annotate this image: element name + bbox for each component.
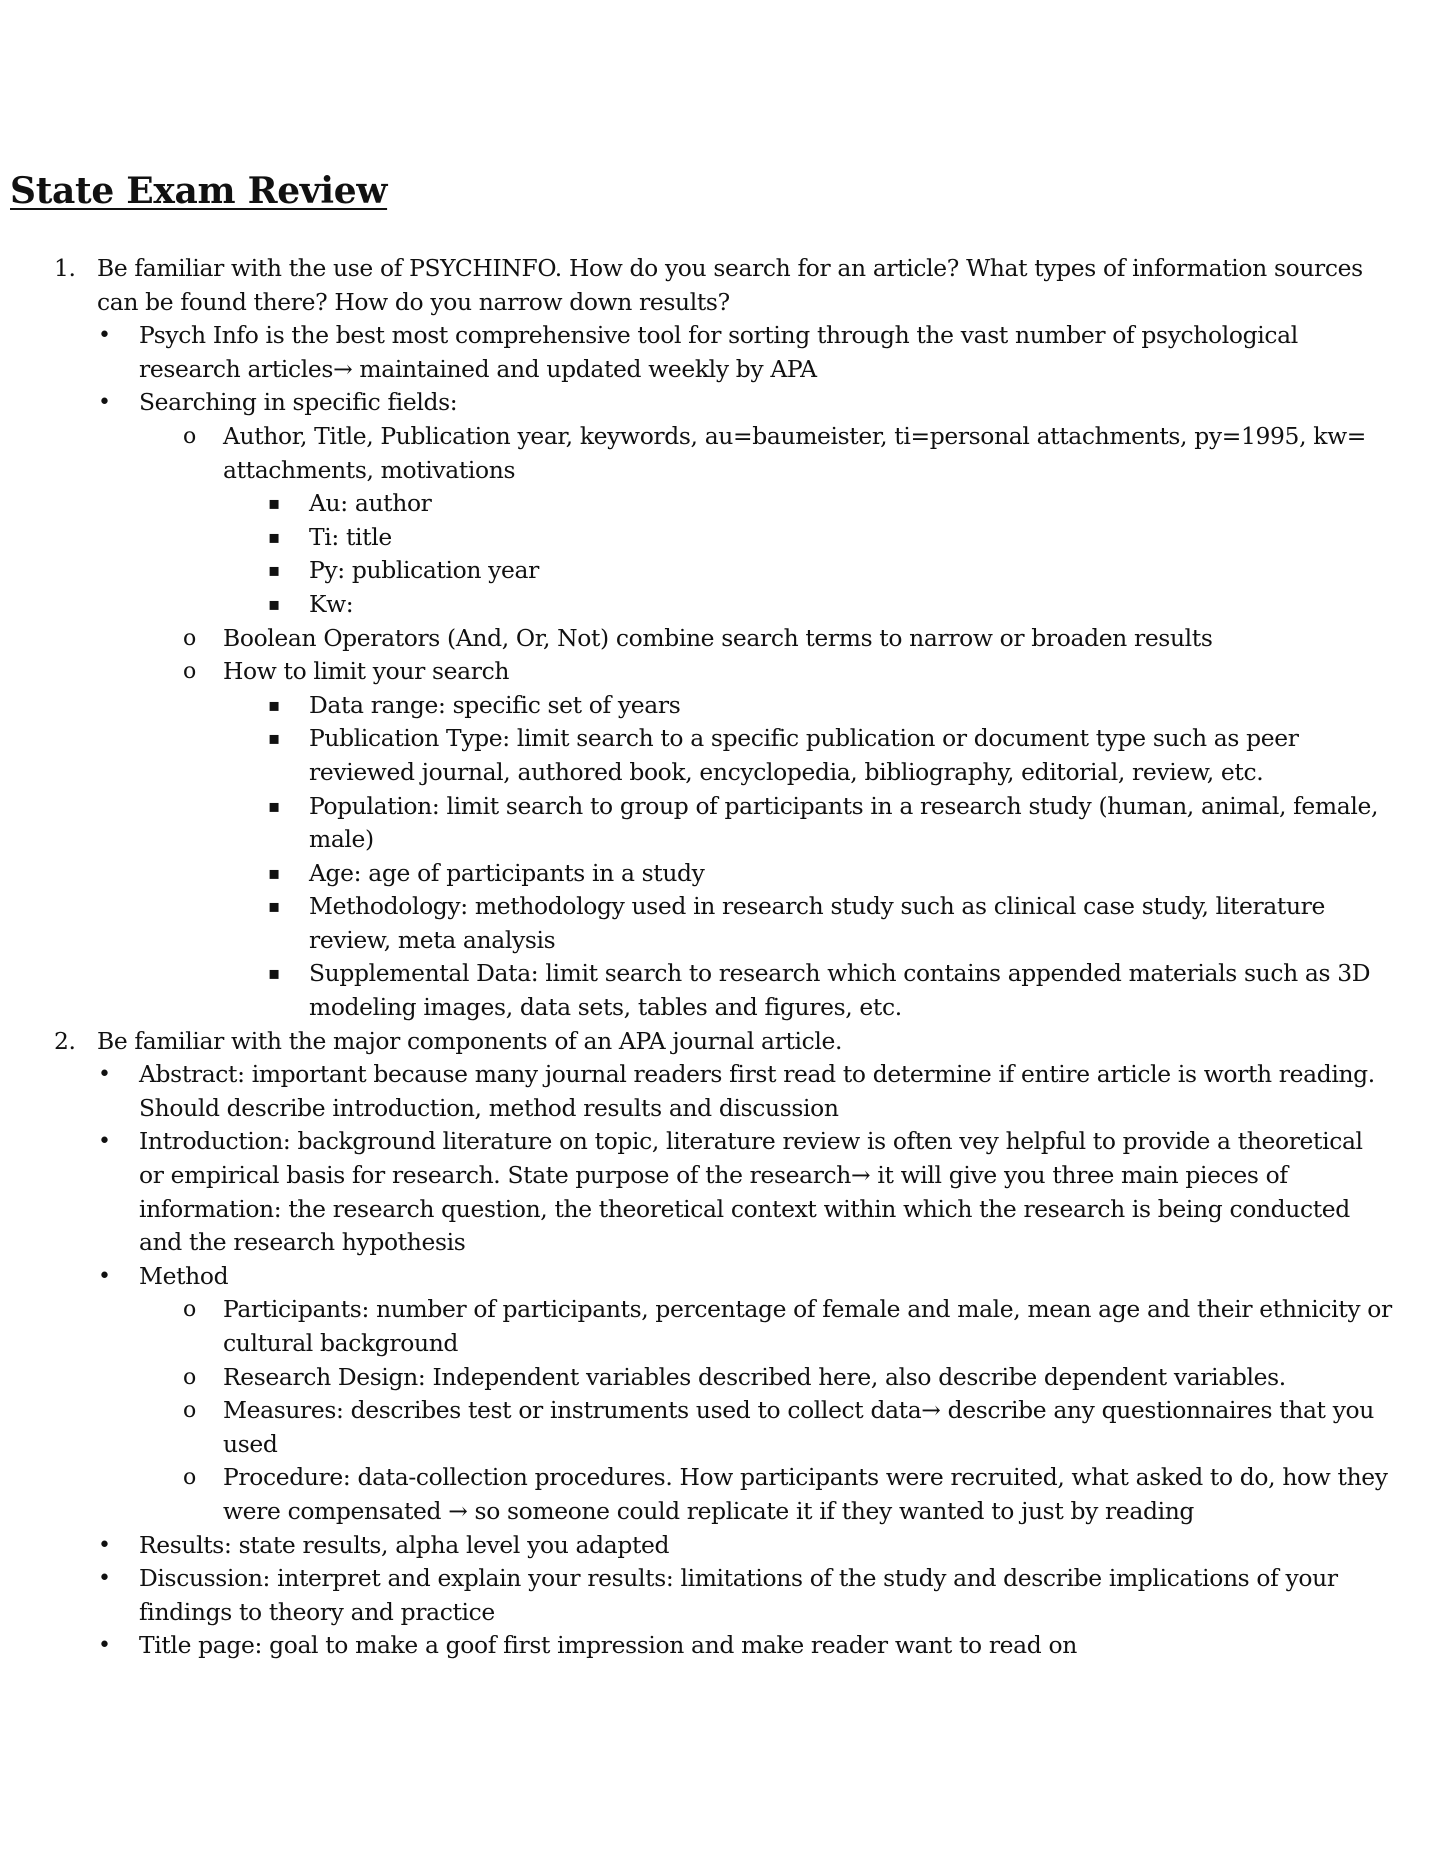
square-item-text: male) [309,825,374,854]
bullet-text: Method [139,1261,229,1290]
bullet-text: research articles→ maintained and updated weekly by APA [139,354,817,383]
sub-item [0,1293,1456,1327]
item-number: 2. [54,1026,76,1055]
sub-item-text: attachments, motivations [223,455,516,484]
sub-item [0,655,1456,689]
sub-item-text: Boolean Operators (And, Or, Not) combine search terms to narrow or broaden results [223,623,1213,652]
circle-marker: o [183,1297,196,1323]
list-item [0,252,1456,286]
square-marker: ▪ [268,896,280,918]
sub-item-text: How to limit your search [223,657,510,686]
bullet-continuation [0,1092,1456,1126]
sub-item [0,1394,1456,1428]
sub-item-text: Procedure: data-collection procedures. How participants were recruited, what asked to do, how they [223,1463,1388,1492]
sub-item [0,420,1456,454]
sub-item-continuation [0,1327,1456,1361]
bullet-text: Title page: goal to make a goof first impression and make reader want to read on [139,1631,1077,1660]
review-list [0,252,1456,1663]
bullet-text: Introduction: background literature on topic, literature review is often vey helpful to provide a theoretical [139,1127,1363,1156]
square-item-continuation [0,991,1456,1025]
item-text: Be familiar with the use of PSYCHINFO. How do you search for an article? What types of information sources [97,254,1363,282]
square-item-text: Age: age of participants in a study [309,858,705,887]
circle-marker: o [183,659,196,685]
bullet-marker: • [98,323,111,349]
bullet-text: or empirical basis for research. State purpose of the research→ it will give you three main pieces of [139,1161,1288,1190]
circle-marker: o [183,1398,196,1424]
square-item [0,790,1456,824]
bullet-text: Should describe introduction, method results and discussion [139,1093,839,1122]
list-item-continuation [0,286,1456,320]
bullet-text: Discussion: interpret and explain your results: limitations of the study and describe implications of your [139,1564,1338,1593]
item-text: Be familiar with the major components of an APA journal article. [97,1026,843,1055]
square-item-text: Data range: specific set of years [309,690,681,719]
bullet-text: Abstract: important because many journal readers first read to determine if entire article is worth reading. [139,1060,1375,1089]
document-title: State Exam Review [10,170,388,212]
bullet-marker: • [98,1633,111,1659]
square-marker: ▪ [268,963,280,985]
square-item-text: Au: author [309,489,432,518]
bullet-item [0,1562,1456,1596]
square-marker: ▪ [268,560,280,582]
square-item-continuation [0,756,1456,790]
sub-item-continuation [0,454,1456,488]
bullet-text: information: the research question, the theoretical context within which the research is being conducted [139,1194,1350,1223]
square-item [0,487,1456,521]
square-marker: ▪ [268,862,280,884]
square-item-text: Kw: [309,589,354,618]
square-item-text: Py: publication year [309,556,539,585]
sub-item-text: Author, Title, Publication year, keywords, au=baumeister, ti=personal attachments, py=1995, kw= [223,421,1367,450]
item-number: 1. [54,254,76,282]
sub-item-text: Measures: describes test or instruments used to collect data→ describe any questionnaires that you [223,1396,1375,1425]
square-marker: ▪ [268,526,280,548]
bullet-text: Searching in specific fields: [139,388,458,417]
square-marker: ▪ [268,728,280,750]
circle-marker: o [183,1465,196,1491]
sub-item-text: used [223,1429,278,1458]
square-item [0,554,1456,588]
sub-item-continuation [0,1495,1456,1529]
square-item [0,890,1456,924]
bullet-item [0,1058,1456,1092]
bullet-text: Results: state results, alpha level you adapted [139,1530,670,1559]
square-item-text: modeling images, data sets, tables and figures, etc. [309,993,902,1022]
bullet-marker: • [98,1566,111,1592]
bullet-item [0,1260,1456,1294]
bullet-text: Psych Info is the best most comprehensive tool for sorting through the vast number of psychological [139,321,1298,350]
bullet-continuation [0,353,1456,387]
square-item-text: Publication Type: limit search to a specific publication or document type such as peer [309,724,1299,753]
square-item-text: Population: limit search to group of participants in a research study (human, animal, female, [309,791,1379,820]
bullet-item [0,1125,1456,1159]
square-item [0,957,1456,991]
bullet-item [0,1629,1456,1663]
bullet-continuation [0,1226,1456,1260]
circle-marker: o [183,423,196,449]
sub-item-text: Participants: number of participants, percentage of female and male, mean age and their ethnicity or [223,1295,1392,1324]
square-item [0,588,1456,622]
item-text: can be found there? How do you narrow down results? [97,287,730,316]
square-item [0,722,1456,756]
square-item-continuation [0,823,1456,857]
bullet-marker: • [98,1263,111,1289]
square-marker: ▪ [268,593,280,615]
square-item-text: reviewed journal, authored book, encyclopedia, bibliography, editorial, review, etc. [309,757,1264,786]
square-item-text: Ti: title [309,522,392,551]
sub-item [0,1361,1456,1395]
bullet-marker: • [98,1129,111,1155]
square-item-text: review, meta analysis [309,925,556,954]
bullet-text: findings to theory and practice [139,1597,495,1626]
square-marker: ▪ [268,795,280,817]
bullet-item [0,319,1456,353]
bullet-marker: • [98,1062,111,1088]
sub-item [0,1461,1456,1495]
bullet-marker: • [98,390,111,416]
circle-marker: o [183,1364,196,1390]
square-marker: ▪ [268,493,280,515]
square-marker: ▪ [268,694,280,716]
square-item-text: Methodology: methodology used in research study such as clinical case study, literature [309,892,1325,921]
bullet-item [0,386,1456,420]
sub-item-text: cultural background [223,1329,459,1357]
square-item [0,521,1456,555]
bullet-text: and the research hypothesis [139,1228,466,1257]
square-item [0,689,1456,723]
square-item-continuation [0,924,1456,958]
bullet-continuation [0,1596,1456,1630]
sub-item-continuation [0,1428,1456,1462]
sub-item-text: were compensated → so someone could replicate it if they wanted to just by reading [223,1496,1195,1525]
bullet-continuation [0,1193,1456,1227]
square-item [0,857,1456,891]
bullet-marker: • [98,1532,111,1558]
bullet-item [0,1529,1456,1563]
list-item [0,1025,1456,1059]
bullet-continuation [0,1159,1456,1193]
sub-item-text: Research Design: Independent variables described here, also describe dependent variables. [223,1362,1286,1391]
circle-marker: o [183,625,196,651]
sub-item [0,622,1456,656]
square-item-text: Supplemental Data: limit search to research which contains appended materials such as 3D [309,959,1371,988]
